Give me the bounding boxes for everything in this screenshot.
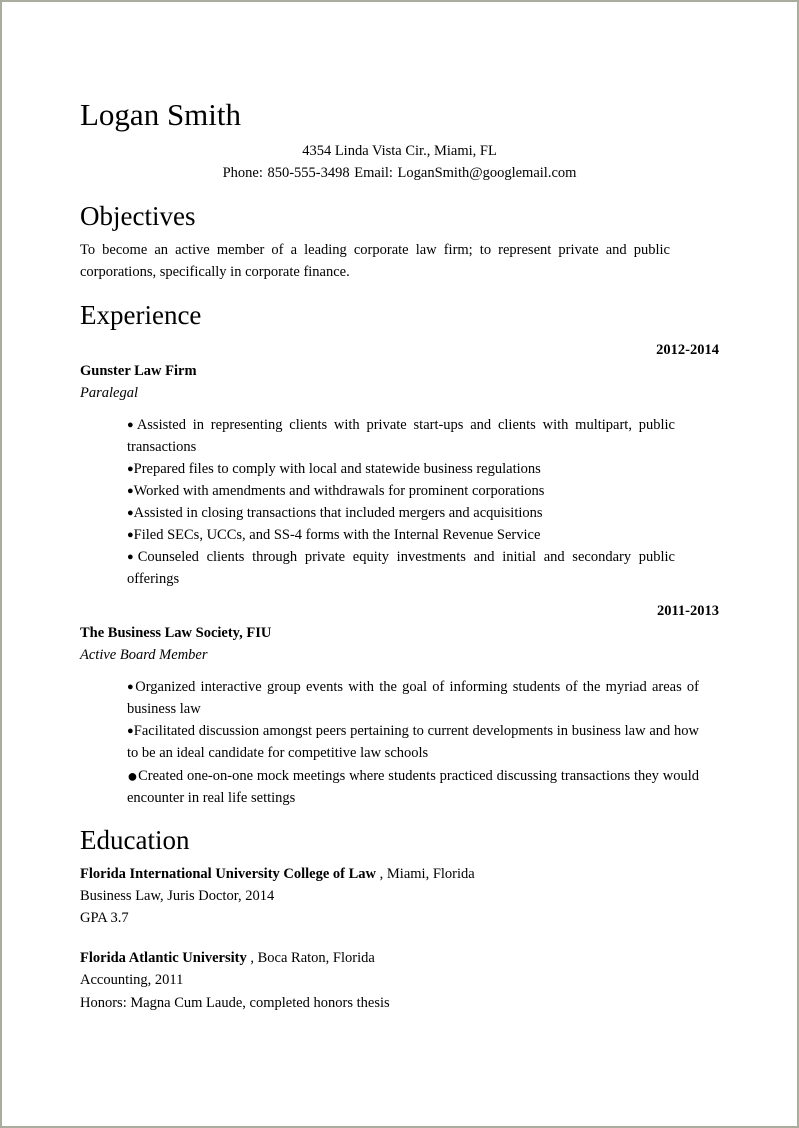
- list-item: ●Counseled clients through private equity investments and initial and secondary public offerings: [127, 549, 675, 587]
- address: 4354 Linda Vista Cir., Miami, FL: [302, 143, 497, 159]
- bullet-icon: ●: [127, 463, 134, 475]
- school-degree: Business Law, Juris Doctor, 2014: [80, 888, 275, 904]
- job-role: Paralegal: [80, 385, 138, 401]
- school-name: Florida Atlantic University: [80, 950, 247, 966]
- school-detail: Honors: Magna Cum Laude, completed honors thesis: [80, 995, 390, 1011]
- school-location: , Boca Raton, Florida: [246, 950, 375, 966]
- list-item: ●Prepared files to comply with local and statewide business regulations: [127, 461, 541, 477]
- objectives-heading: Objectives: [80, 201, 196, 231]
- job-role: Active Board Member: [80, 647, 208, 663]
- list-item: ●Worked with amendments and withdrawals for prominent corporations: [127, 483, 545, 499]
- bullet-icon: ●: [127, 551, 138, 563]
- list-item: ●Organized interactive group events with the goal of informing students of the myriad areas of business law: [127, 679, 699, 717]
- school-name: Florida International University College of Law: [80, 866, 377, 882]
- experience-heading: Experience: [80, 300, 202, 330]
- list-item: ●Assisted in closing transactions that included mergers and acquisitions: [127, 505, 543, 521]
- objectives-text: To become an active member of a leading corporate law firm; to represent private and public corporations, specifically in corporate finance.: [80, 242, 670, 280]
- list-item: ●Assisted in representing clients with private start-ups and clients with multipart, public transactions: [127, 417, 675, 455]
- job-bullet-list: [127, 676, 699, 809]
- job-organization: Gunster Law Firm: [80, 363, 197, 379]
- bullet-icon: ●: [127, 529, 134, 541]
- bullet-icon: ●: [127, 419, 137, 431]
- list-item: ●Facilitated discussion amongst peers pertaining to current developments in business law and how to be an ideal candidate for competitive law schools: [127, 723, 699, 761]
- list-item: ●Filed SECs, UCCs, and SS-4 forms with the Internal Revenue Service: [127, 527, 541, 543]
- list-item: ●Created one-on-one mock meetings where students practiced discussing transactions they would encounter in real life settings: [127, 766, 699, 806]
- bullet-icon: ●: [127, 485, 134, 497]
- education-heading: Education: [80, 825, 190, 855]
- candidate-name: Logan Smith: [80, 97, 242, 132]
- job-bullet-list: [127, 414, 675, 590]
- school-degree: Accounting, 2011: [80, 972, 184, 988]
- bullet-icon: ●: [127, 725, 134, 737]
- contact-info: Phone: 850-555-3498 Email: LoganSmith@googlemail.com: [222, 165, 577, 181]
- bullet-icon: ●: [127, 507, 134, 519]
- school-detail: GPA 3.7: [80, 910, 129, 926]
- bullet-icon: ●: [127, 766, 139, 786]
- job-years: 2011-2013: [656, 603, 719, 619]
- school-entry: [80, 947, 375, 969]
- school-entry: [80, 863, 475, 885]
- job-years: 2012-2014: [656, 342, 719, 358]
- bullet-icon: ●: [127, 681, 136, 693]
- job-organization: The Business Law Society, FIU: [80, 625, 272, 641]
- school-location: , Miami, Florida: [376, 866, 475, 882]
